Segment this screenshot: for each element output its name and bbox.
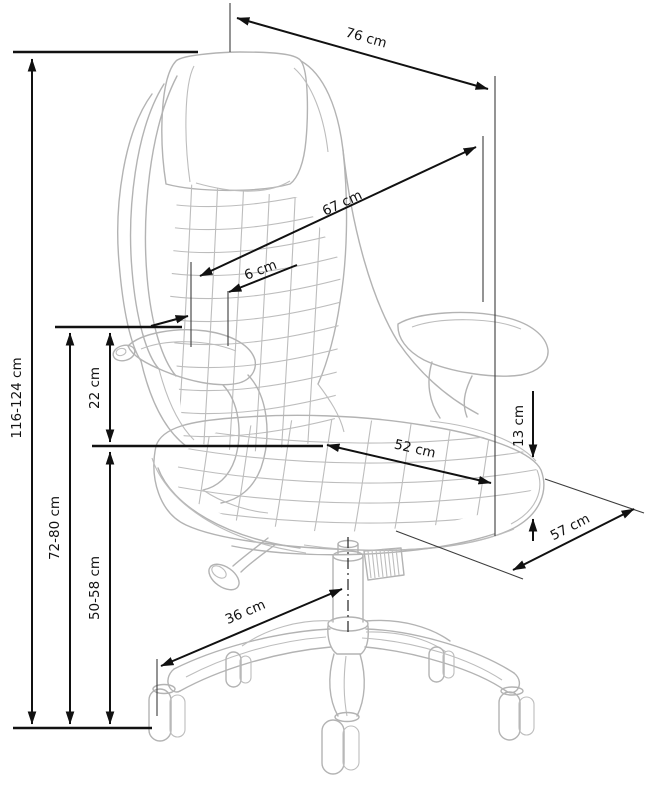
- caster-front-left: [149, 685, 185, 742]
- dim-cushion-thickness: [511, 391, 533, 541]
- chair-armrest-far: [398, 313, 548, 418]
- dim-total-height: [9, 59, 32, 724]
- chair-base: [149, 620, 534, 774]
- caster-front-center: [322, 713, 359, 775]
- dim-seat-depth: [513, 509, 634, 570]
- dim-label-67: 67 cm: [319, 187, 365, 220]
- ext-57-bottom: [396, 531, 523, 579]
- chair-headrest: [162, 52, 308, 191]
- dim-seat-to-armrest: [87, 333, 110, 442]
- chair-mechanism: [204, 534, 494, 595]
- dim-label-116-124: 116-124 cm: [9, 357, 25, 439]
- dim-label-13: 13 cm: [511, 404, 527, 448]
- dim-label-76: 76 cm: [343, 24, 389, 52]
- tension-knob: [364, 548, 404, 580]
- dim-base-leg-reach: [161, 589, 342, 666]
- caster-right: [499, 687, 534, 740]
- dim-seat-height: [87, 452, 110, 724]
- chair-gas-lift: [328, 541, 368, 655]
- dim-seat-width: [327, 437, 491, 483]
- dim-label-72-80: 72-80 cm: [47, 495, 63, 561]
- ext-57-top: [545, 479, 644, 513]
- dim-label-22: 22 cm: [87, 366, 103, 410]
- dim-label-6: 6 cm: [242, 256, 280, 284]
- dim-label-52: 52 cm: [392, 436, 438, 462]
- dim-label-36: 36 cm: [222, 596, 268, 628]
- dim-label-50-58: 50-58 cm: [87, 555, 103, 621]
- chair-backrest: [118, 61, 478, 446]
- dim-armrest-height: [47, 333, 70, 724]
- dim-label-57: 57 cm: [547, 510, 593, 545]
- tilt-lever-knob: [204, 559, 243, 595]
- dim-backrest-diagonal: [200, 147, 476, 276]
- dimensions: [9, 3, 644, 728]
- chair-armrest-near: [111, 330, 268, 513]
